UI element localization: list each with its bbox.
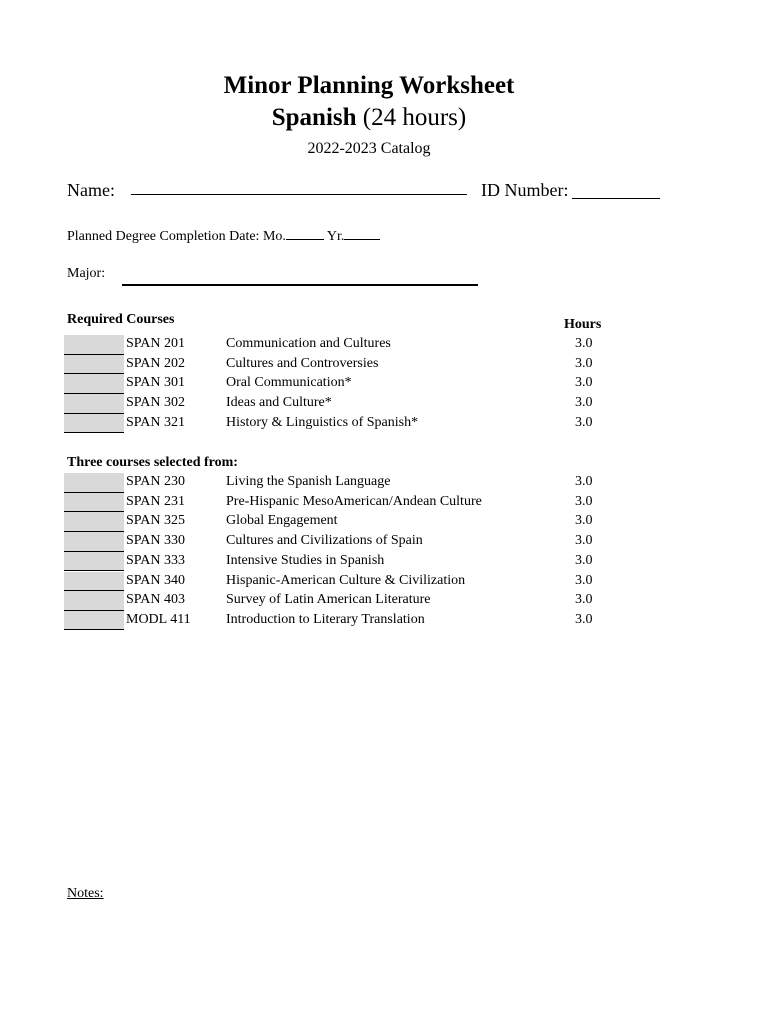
page-subtitle [0,104,738,132]
electives-heading: Three courses selected from: [67,455,238,470]
course-title: Communication and Cultures [226,336,391,351]
course-check-field[interactable] [64,512,124,532]
course-code: SPAN 230 [126,474,186,489]
course-hours: 3.0 [575,395,593,411]
course-title: Living the Spanish Language [226,474,391,489]
course-title: History & Linguistics of Spanish* [226,414,419,430]
course-check-field[interactable] [64,394,124,414]
course-code: SPAN 325 [126,513,186,529]
required-courses-heading: Required Courses [67,312,175,327]
course-check-field[interactable] [64,493,124,513]
course-check-field[interactable] [64,374,124,394]
course-code: SPAN 321 [126,414,186,430]
major-label: Major: [67,266,106,281]
course-hours: 3.0 [575,336,593,351]
course-code: SPAN 333 [126,552,186,568]
course-title: Survey of Latin American Literature [226,592,431,608]
course-hours: 3.0 [575,474,593,489]
course-title: Pre-Hispanic MesoAmerican/Andean Culture [226,493,482,509]
course-row [0,572,738,592]
planned-completion-date [67,228,380,245]
course-code: SPAN 340 [126,572,186,588]
course-hours: 3.0 [575,611,593,627]
course-hours: 3.0 [575,355,593,371]
id-number-field[interactable] [572,198,660,199]
planned-date-label: Planned Degree Completion Date: Mo. [67,229,286,244]
subtitle-program: Spanish [271,104,357,131]
page-title: Minor Planning Worksheet [223,72,515,99]
course-check-field[interactable] [64,355,124,375]
course-title: Global Engagement [226,513,338,529]
course-hours: 3.0 [575,414,593,430]
course-row [0,374,738,394]
course-hours: 3.0 [575,572,593,588]
course-row [0,591,738,611]
course-code: MODL 411 [126,611,191,627]
course-check-field[interactable] [64,552,124,572]
course-row [0,335,738,355]
course-check-field[interactable] [64,611,124,631]
course-hours: 3.0 [575,552,593,568]
month-field[interactable] [286,228,324,240]
year-label: Yr. [323,229,345,244]
id-number-label: ID Number: [481,180,569,200]
course-code: SPAN 202 [126,355,186,371]
hours-column-heading: Hours [564,317,602,332]
name-field[interactable] [131,194,467,195]
catalog-year: 2022-2023 Catalog [307,140,431,157]
course-check-field[interactable] [64,473,124,493]
course-row [0,532,738,552]
course-check-field[interactable] [64,335,124,355]
course-code: SPAN 231 [126,493,186,509]
course-row [0,611,738,631]
course-hours: 3.0 [575,513,593,529]
subtitle-hours: (24 hours) [356,104,467,131]
name-label: Name: [67,180,115,200]
course-hours: 3.0 [575,533,593,549]
course-row [0,512,738,532]
course-row [0,355,738,375]
course-code: SPAN 330 [126,533,186,549]
course-code: SPAN 302 [126,395,186,411]
course-row [0,473,738,493]
notes-label: Notes: [67,886,104,901]
course-code: SPAN 403 [126,592,186,608]
year-field[interactable] [344,228,380,240]
course-title: Ideas and Culture* [226,395,332,411]
course-row [0,414,738,434]
course-check-field[interactable] [64,572,124,592]
course-title: Intensive Studies in Spanish [226,552,385,568]
course-title: Cultures and Civilizations of Spain [226,533,423,549]
course-code: SPAN 301 [126,375,186,391]
course-check-field[interactable] [64,414,124,434]
course-title: Cultures and Controversies [226,355,379,371]
course-title: Introduction to Literary Translation [226,611,425,627]
course-row [0,552,738,572]
course-hours: 3.0 [575,493,593,509]
course-row [0,394,738,414]
course-title: Hispanic-American Culture & Civilization [226,572,466,588]
course-title: Oral Communication* [226,375,352,391]
course-code: SPAN 201 [126,336,186,351]
course-check-field[interactable] [64,591,124,611]
course-hours: 3.0 [575,375,593,391]
course-check-field[interactable] [64,532,124,552]
major-field[interactable] [122,284,478,286]
course-hours: 3.0 [575,592,593,608]
course-row [0,493,738,513]
